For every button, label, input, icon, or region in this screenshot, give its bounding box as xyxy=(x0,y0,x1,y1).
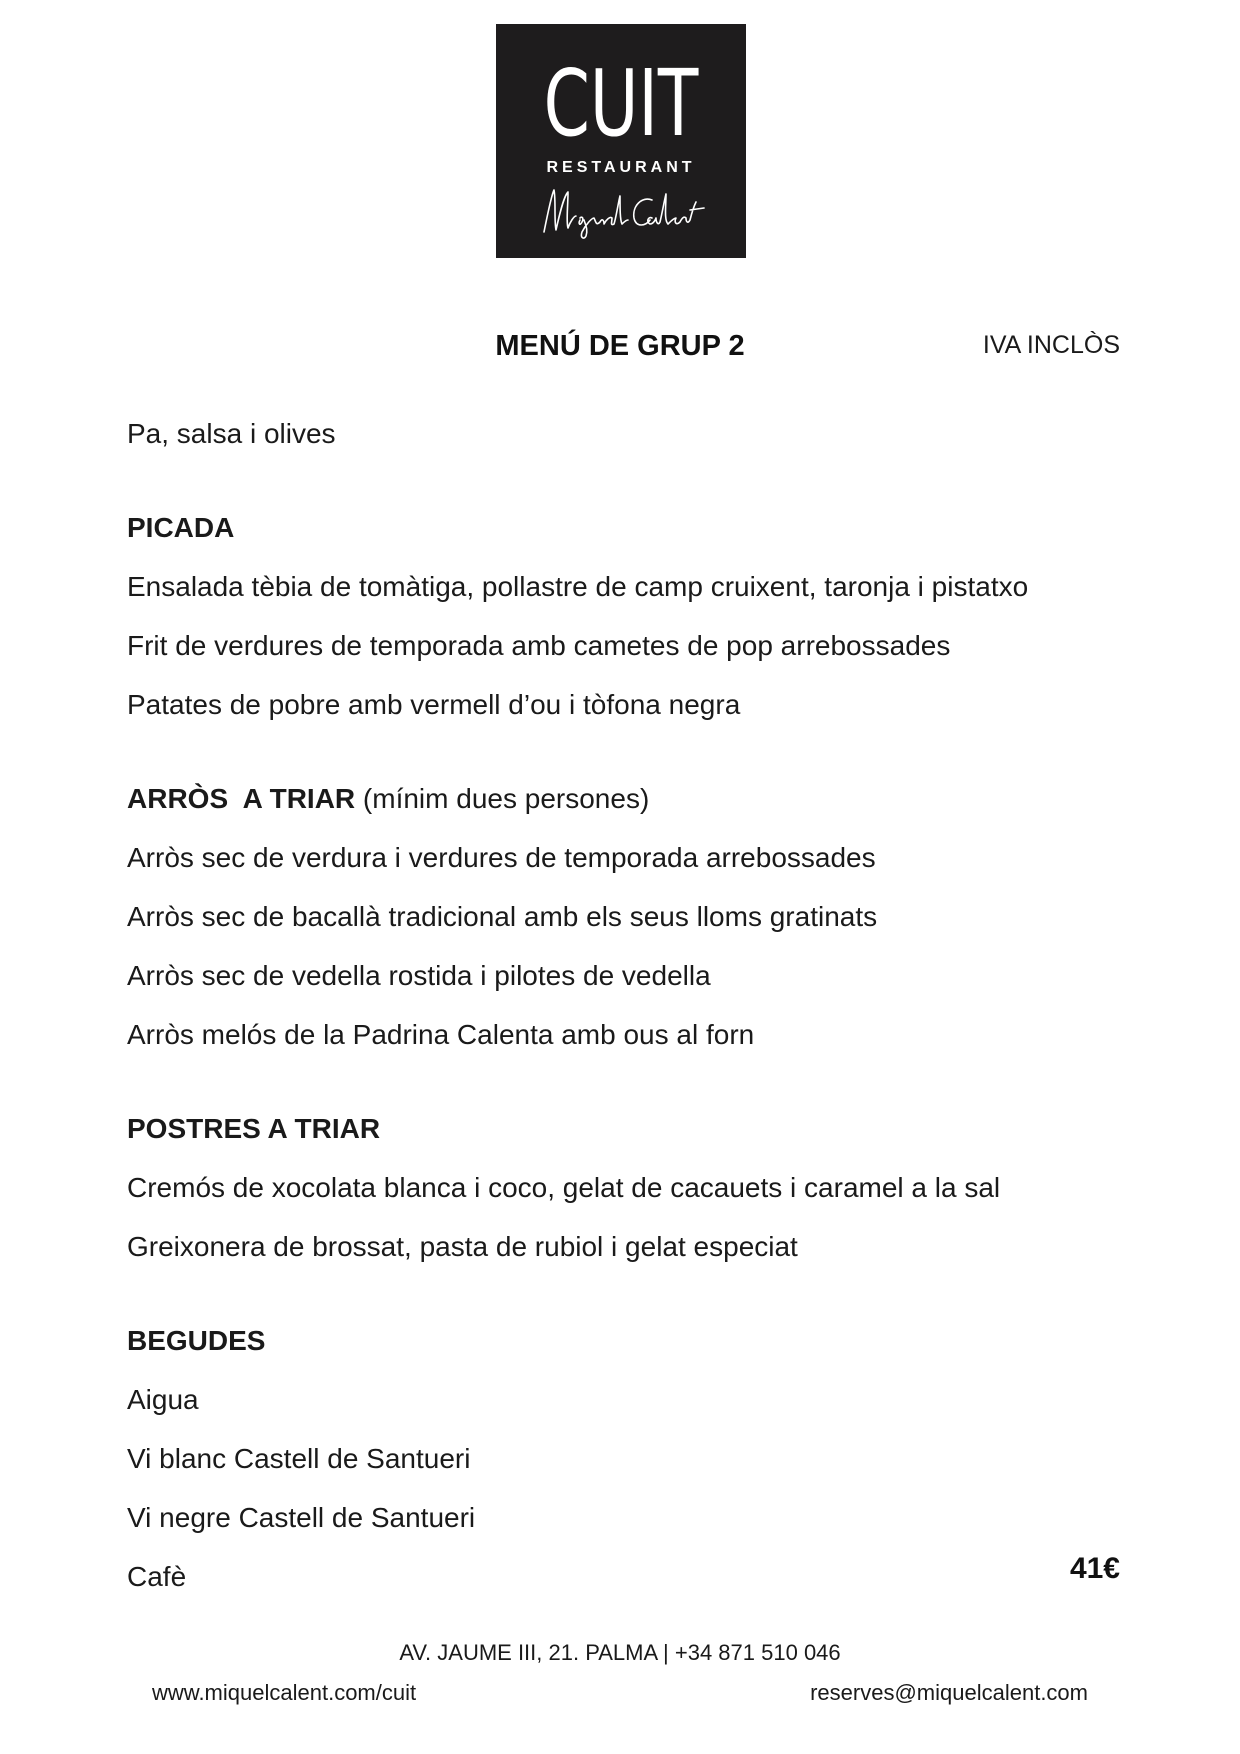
menu-item: Ensalada tèbia de tomàtiga, pollastre de camp cruixent, taronja i pistatxo xyxy=(127,571,1029,602)
menu-item: Arròs melós de la Padrina Calenta amb ous al forn xyxy=(127,1019,755,1050)
footer-email-link[interactable]: reserves@miquelcalent.com xyxy=(810,1680,1088,1705)
menu-item: Aigua xyxy=(127,1384,199,1415)
menu-item: Cafè xyxy=(127,1561,187,1592)
footer-address: AV. JAUME III, 21. PALMA | +34 871 510 046 xyxy=(399,1640,841,1665)
section-heading-arros-title: ARRÒS A TRIAR xyxy=(127,783,356,814)
restaurant-logo xyxy=(496,24,746,258)
intro-line: Pa, salsa i olives xyxy=(127,418,336,449)
menu-item: Greixonera de brossat, pasta de rubiol i gelat especiat xyxy=(127,1231,798,1262)
footer-website-link[interactable]: www.miquelcalent.com/cuit xyxy=(152,1680,417,1705)
section-heading-postres: POSTRES A TRIAR xyxy=(127,1113,381,1144)
menu-content xyxy=(127,404,1127,1606)
menu-title: MENÚ DE GRUP 2 xyxy=(495,330,745,362)
menu-item: Vi blanc Castell de Santueri xyxy=(127,1443,471,1474)
menu-item: Cremós de xocolata blanca i coco, gelat de cacauets i caramel a la sal xyxy=(127,1172,1001,1203)
menu-item: Arròs sec de vedella rostida i pilotes de vedella xyxy=(127,960,711,991)
menu-item: Arròs sec de verdura i verdures de temporada arrebossades xyxy=(127,842,876,873)
menu-item: Frit de verdures de temporada amb cametes de pop arrebossades xyxy=(127,630,951,661)
tax-note: IVA INCLÒS xyxy=(982,331,1120,359)
logo-subtitle: RESTAURANT xyxy=(546,159,696,176)
section-heading-arros-note: (mínim dues persones) xyxy=(355,783,650,814)
menu-price: 41€ xyxy=(1069,1552,1120,1585)
menu-item: Vi negre Castell de Santueri xyxy=(127,1502,476,1533)
menu-item: Patates de pobre amb vermell d’ou i tòfona negra xyxy=(127,689,741,720)
section-heading-picada: PICADA xyxy=(127,512,235,543)
signature-mark xyxy=(534,182,708,242)
section-heading-arros xyxy=(127,769,1127,828)
section-heading-begudes: BEGUDES xyxy=(127,1325,266,1356)
menu-item: Arròs sec de bacallà tradicional amb els seus lloms gratinats xyxy=(127,901,878,932)
logo-name: CUIT xyxy=(543,50,699,157)
